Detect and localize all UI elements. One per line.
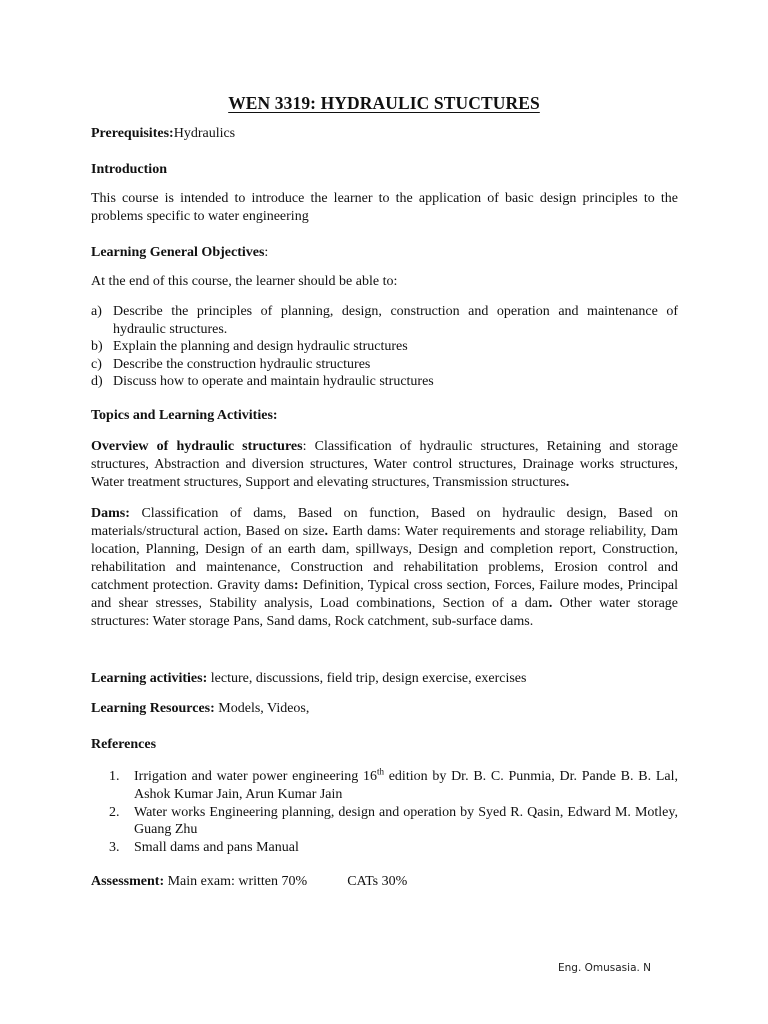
list-item: c) Describe the construction hydraulic structures xyxy=(91,356,371,372)
cats-value: CATs 30% xyxy=(347,874,408,889)
assessment-label: Assessment: xyxy=(91,874,165,889)
objectives-list xyxy=(91,303,678,391)
author-footer: Eng. Omusasia. N xyxy=(558,962,652,974)
course-title: WEN 3319: HYDRAULIC STUCTURES xyxy=(228,93,540,113)
list-item: 2. Water works Engineering planning, design and operation by Syed R. Qasin, Edward M. Motley, Guang Zhu xyxy=(109,804,678,838)
list-item: 3. Small dams and pans Manual xyxy=(109,840,299,856)
topics-heading: Topics and Learning Activities: xyxy=(91,408,278,423)
objectives-lead: At the end of this course, the learner should be able to: xyxy=(91,274,398,289)
assessment-line: Assessment: Main exam: written 70% CATs 30% xyxy=(91,874,408,889)
overview-paragraph: Overview of hydraulic structures: Classification of hydraulic structures, Retaining and storage structures, Abstraction and diversion structures, Water control structures, Drainage works structures, Water treatment structures, Support and elevating structures, Transmission structures. xyxy=(91,439,679,490)
list-item: a) Describe the principles of planning, design, construction and operation and maintenance of hydraulic structures. xyxy=(91,304,678,337)
references-heading: References xyxy=(91,737,157,752)
objectives-heading: Learning General Objectives: xyxy=(91,245,269,260)
list-item: 1. Irrigation and water power engineering 16th edition by Dr. B. C. Punmia, Dr. Pande B. B. Lal, Ashok Kumar Jain, Arun Kumar Jain xyxy=(109,766,678,802)
dams-paragraph: Dams: Classification of dams, Based on function, Based on hydraulic design, Based on materials/structural action, Based on size. Earth dams: Water requirements and storage reliability, Dam location, Planning, Design of an earth dam, spillways, Design and completion report, Construction, rehabilitation and maintenance, Construction and rehabilitation problems, Erosion control and catchment protection. Gravity dams: Definition, Typical cross section, Forces, Failure modes, Principal and shear stresses, Stability analysis, Load combinations, Section of a dam. Other water storage structures: Water storage Pans, Sand dams, Rock catchment, sub-surface dams. xyxy=(91,506,679,629)
activities-label: Learning activities: xyxy=(91,671,208,686)
prerequisites-value: Hydraulics xyxy=(173,126,236,141)
prerequisites-line: Prerequisites:Hydraulics xyxy=(91,126,236,141)
learning-resources-line: Learning Resources: Models, Videos, xyxy=(91,701,310,716)
list-item: b) Explain the planning and design hydraulic structures xyxy=(91,339,408,355)
dams-label: Dams: xyxy=(91,506,130,521)
learning-activities-line: Learning activities: lecture, discussions, field trip, design exercise, exercises xyxy=(91,671,527,686)
prerequisites-label: Prerequisites xyxy=(91,126,170,141)
references-list xyxy=(109,768,678,857)
resources-label: Learning Resources: xyxy=(91,701,215,716)
overview-label: Overview of hydraulic structures xyxy=(91,439,303,454)
introduction-text: This course is intended to introduce the learner to the application of basic design principles to the problems specific to water engineering xyxy=(91,191,678,224)
introduction-heading: Introduction xyxy=(91,162,167,177)
list-item: d) Discuss how to operate and maintain hydraulic structures xyxy=(91,374,434,390)
